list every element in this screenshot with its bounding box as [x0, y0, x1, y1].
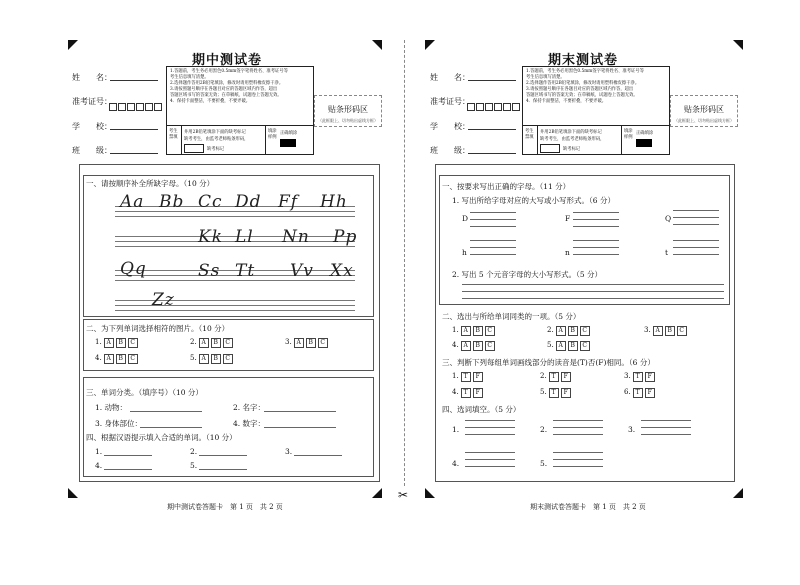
item-number: 2. — [190, 447, 198, 456]
option-a[interactable]: A — [104, 354, 114, 364]
page-title: 期末测试卷 — [548, 53, 619, 68]
option-f[interactable]: F — [645, 388, 655, 398]
notice-line: 2.选择题作答用2B铅笔填涂，修改时请用塑料橡皮擦干净。 — [170, 81, 284, 86]
answer-blank[interactable] — [470, 226, 516, 227]
school-field[interactable] — [468, 129, 516, 130]
q2-item-2[interactable] — [547, 326, 590, 336]
page-footer: 期中测试卷答题卡 第 1 页 共 2 页 — [167, 503, 283, 511]
option-a[interactable]: A — [199, 338, 209, 348]
letter-dd: Dd — [235, 192, 262, 212]
answer-blank[interactable] — [641, 434, 691, 435]
letter-vv: Vv — [290, 261, 314, 281]
option-f[interactable]: F — [473, 388, 483, 398]
answer-blank[interactable] — [470, 219, 516, 220]
filled-sample — [280, 139, 296, 147]
q2-item-2[interactable] — [190, 338, 233, 348]
option-b[interactable]: B — [211, 354, 221, 364]
section-2-heading: 二、为下列单词选择相符的图片。（10 分） — [86, 324, 230, 333]
answer-blank[interactable] — [104, 455, 152, 456]
answer-blank[interactable] — [573, 212, 619, 213]
strip-text: 缺考考生，由监考老师贴条形码， — [184, 137, 249, 142]
option-f[interactable]: F — [561, 388, 571, 398]
answer-blank[interactable] — [553, 466, 603, 467]
letter-ll: Ll — [235, 227, 254, 247]
answer-blank[interactable] — [199, 469, 247, 470]
item-number: 3. — [628, 425, 636, 434]
sample-label: 填涂样例 — [624, 129, 633, 140]
item-number: 5. — [540, 459, 548, 468]
school-field[interactable] — [110, 129, 158, 130]
given-letter: D — [462, 214, 469, 223]
q3-item-2[interactable] — [540, 372, 571, 382]
item-number: 3. — [285, 447, 293, 456]
corner-mark — [733, 488, 743, 498]
letter-pp: Pp — [333, 227, 358, 247]
letter-qq: Qq — [120, 259, 147, 279]
class-field[interactable] — [110, 153, 158, 154]
class-label: 班 级： — [430, 146, 470, 155]
option-t[interactable]: T — [461, 388, 471, 398]
answer-blank[interactable] — [553, 459, 603, 460]
answer-blank[interactable] — [573, 240, 619, 241]
name-label: 姓 名： — [430, 73, 470, 82]
class-field[interactable] — [468, 153, 516, 154]
q3-item-5[interactable] — [540, 388, 571, 398]
sub-question-2: 2. 写出 5 个元音字母的大小写形式。（5 分） — [452, 270, 602, 279]
answer-blank[interactable] — [465, 427, 515, 428]
section-1-heading: 一、按要求写出正确的字母。（11 分） — [442, 182, 571, 191]
q2-item-5[interactable] — [547, 341, 590, 351]
section-3-heading: 三、单词分类。（填序号）（10 分） — [86, 388, 203, 397]
letter-nn: Nn — [282, 227, 310, 247]
option-c[interactable]: C — [580, 341, 590, 351]
item-number: 1. — [452, 425, 460, 434]
corner-mark — [372, 488, 382, 498]
item-number: 6. — [624, 388, 631, 396]
notice-line: 考生信息填写清楚。 — [526, 75, 565, 80]
item-number: 5. — [540, 388, 547, 396]
corner-mark — [425, 40, 435, 50]
answer-blank[interactable] — [294, 455, 342, 456]
notice-line: 3.请按照题号顺序在各题目对应的答题区域内作答，超出 — [170, 87, 278, 92]
answer-blank[interactable] — [465, 434, 515, 435]
answer-line[interactable] — [462, 298, 724, 299]
q2-item-4[interactable] — [452, 341, 495, 351]
option-b[interactable]: B — [473, 326, 483, 336]
item-number: 4. — [95, 354, 102, 362]
class-label: 班 级： — [72, 146, 112, 155]
section-3-heading: 三、判断下列每组单词画线部分的读音是(T)否(F)相同。（6 分） — [442, 358, 655, 367]
category-body: 3. 身体部位： — [95, 419, 143, 428]
option-c[interactable]: C — [128, 338, 138, 348]
answer-blank[interactable] — [573, 247, 619, 248]
option-a[interactable]: A — [104, 338, 114, 348]
answer-blank[interactable] — [465, 466, 515, 467]
item-number: 3. — [624, 372, 631, 380]
category-numbers: 4. 数字： — [233, 419, 266, 428]
item-number: 5. — [190, 461, 198, 470]
cut-line — [404, 40, 405, 486]
item-number: 4. — [452, 341, 459, 349]
answer-blank[interactable] — [465, 420, 515, 421]
exam-no-label: 准考证号： — [72, 97, 112, 106]
corner-mark — [68, 40, 78, 50]
option-t[interactable]: T — [633, 388, 643, 398]
exam-no-label: 准考证号： — [430, 97, 470, 106]
answer-blank[interactable] — [641, 420, 691, 421]
notice-line: 4．保持卡面整洁，不要折叠，不要弄破。 — [170, 99, 251, 104]
page-title: 期中测试卷 — [192, 53, 263, 68]
notice-line: 4．保持卡面整洁，不要折叠，不要弄破。 — [526, 99, 607, 104]
item-number: 4. — [95, 461, 103, 470]
letter-xx: Xx — [330, 261, 354, 281]
option-f[interactable]: F — [473, 372, 483, 382]
letter-kk: Kk — [198, 227, 224, 247]
answer-blank[interactable] — [553, 452, 603, 453]
corner-mark — [425, 488, 435, 498]
absence-label: 缺考标记 — [207, 147, 225, 152]
option-b[interactable]: B — [306, 338, 316, 348]
option-c[interactable]: C — [580, 326, 590, 336]
notice-line: 3.请按照题号顺序在各题目对应的答题区域内作答，超出 — [526, 87, 634, 92]
scissors-icon: ✂ — [398, 488, 409, 502]
option-a[interactable]: A — [461, 326, 471, 336]
barcode-label: 贴条形码区 — [684, 105, 724, 114]
item-number: 5. — [190, 354, 197, 362]
category-names: 2. 名字： — [233, 403, 266, 412]
letter-zz: Zz — [152, 290, 175, 310]
exam-notice — [522, 66, 670, 126]
notice-line: 答题区域书写的答案无效；在草稿纸、试题卷上答题无效。 — [170, 93, 282, 98]
answer-blank[interactable] — [553, 427, 603, 428]
answer-blank[interactable] — [130, 411, 202, 412]
filled-sample — [636, 139, 652, 147]
answer-blank[interactable] — [573, 226, 619, 227]
option-b[interactable]: B — [665, 326, 675, 336]
given-letter: t — [665, 248, 669, 257]
answer-blank[interactable] — [573, 219, 619, 220]
item-number: 4. — [452, 459, 460, 468]
option-b[interactable]: B — [116, 338, 126, 348]
answer-blank[interactable] — [199, 455, 247, 456]
option-b[interactable]: B — [568, 326, 578, 336]
option-c[interactable]: C — [128, 354, 138, 364]
absence-label: 缺考标记 — [563, 147, 581, 152]
option-a[interactable]: A — [653, 326, 663, 336]
q2-item-3[interactable] — [285, 338, 328, 348]
barcode-note: （此框限上、切勿贴出虚线方框） — [674, 118, 734, 123]
notice-line: 2.选择题作答用2B铅笔填涂，修改时请用塑料橡皮擦干净。 — [526, 81, 640, 86]
q2-item-1[interactable] — [452, 326, 495, 336]
q3-item-4[interactable] — [452, 388, 483, 398]
notice-line: 1.答题前，考生务必用黑色0.5mm签字笔将姓名、准考证号等 — [526, 69, 644, 74]
answer-blank[interactable] — [573, 254, 619, 255]
option-c[interactable]: C — [485, 326, 495, 336]
answer-blank[interactable] — [553, 420, 603, 421]
answer-line[interactable] — [462, 291, 724, 292]
given-letter: h — [462, 248, 467, 257]
q2-item-3[interactable] — [644, 326, 687, 336]
answer-blank[interactable] — [673, 254, 719, 255]
option-a[interactable]: A — [199, 354, 209, 364]
item-number: 2. — [540, 372, 547, 380]
letter-ss: Ss — [198, 261, 221, 281]
answer-blank[interactable] — [673, 224, 719, 225]
answer-blank[interactable] — [470, 247, 516, 248]
answer-blank[interactable] — [553, 434, 603, 435]
option-b[interactable]: B — [473, 341, 483, 351]
letter-ff: Ff — [278, 192, 299, 212]
answer-line[interactable] — [462, 284, 724, 285]
answer-blank[interactable] — [465, 459, 515, 460]
sample-label: 填涂样例 — [268, 129, 277, 140]
q3-item-6[interactable] — [624, 388, 655, 398]
item-number: 1. — [452, 372, 459, 380]
given-letter: Q — [665, 214, 672, 223]
sub-question-1: 1. 写出所给字母对应的大写或小写形式。（6 分） — [452, 196, 615, 205]
letter-cc: Cc — [198, 192, 223, 212]
side-label: 考生禁填 — [525, 129, 534, 140]
item-number: 1. — [452, 326, 459, 334]
section-1-heading: 一、请按顺序补全所缺字母。（10 分） — [86, 179, 215, 188]
barcode-area — [670, 95, 738, 127]
option-c[interactable]: C — [223, 338, 233, 348]
item-number: 3. — [644, 326, 651, 334]
option-f[interactable]: F — [561, 372, 571, 382]
letter-tt: Tt — [235, 261, 256, 281]
notice-line: 考生信息填写清楚。 — [170, 75, 209, 80]
name-field[interactable] — [110, 80, 158, 81]
q2-item-5[interactable] — [190, 354, 233, 364]
option-b[interactable]: B — [211, 338, 221, 348]
answer-blank[interactable] — [104, 469, 152, 470]
letter-bb: Bb — [159, 192, 185, 212]
option-t[interactable]: T — [549, 372, 559, 382]
section-2-heading: 二、选出与所给单词同类的一项。（5 分） — [442, 312, 581, 321]
option-t[interactable]: T — [549, 388, 559, 398]
item-number: 3. — [285, 338, 292, 346]
strip-text: 缺考考生，由监考老师贴条形码， — [540, 137, 605, 142]
option-a[interactable]: A — [461, 341, 471, 351]
q2-item-1[interactable] — [95, 338, 138, 348]
given-letter: n — [565, 248, 570, 257]
option-c[interactable]: C — [677, 326, 687, 336]
item-number: 2. — [547, 326, 554, 334]
option-c[interactable]: C — [223, 354, 233, 364]
item-number: 1. — [95, 338, 102, 346]
option-t[interactable]: T — [633, 372, 643, 382]
exam-no-boxes[interactable] — [467, 96, 521, 115]
corner-mark — [372, 40, 382, 50]
side-label: 考生禁填 — [169, 129, 178, 140]
corner-mark — [733, 40, 743, 50]
fill-label: 正确填涂 — [636, 131, 654, 136]
answer-blank[interactable] — [264, 427, 336, 428]
q3-item-3[interactable] — [624, 372, 655, 382]
section-4-heading: 四、选词填空。（5 分） — [442, 405, 521, 414]
school-label: 学 校： — [72, 122, 112, 131]
notice-line: 1.答题前，考生务必用黑色0.5mm签字笔将姓名、准考证号等 — [170, 69, 288, 74]
item-number: 4. — [452, 388, 459, 396]
notice-line: 答题区域书写的答案无效；在草稿纸、试题卷上答题无效。 — [526, 93, 638, 98]
answer-blank[interactable] — [470, 240, 516, 241]
barcode-area — [314, 95, 382, 127]
answer-blank[interactable] — [673, 217, 719, 218]
absence-checkbox[interactable] — [540, 144, 560, 153]
absence-strip — [522, 126, 670, 155]
barcode-label: 贴条形码区 — [328, 105, 368, 114]
option-b[interactable]: B — [116, 354, 126, 364]
answer-blank[interactable] — [641, 427, 691, 428]
answer-blank[interactable] — [470, 254, 516, 255]
option-c[interactable]: C — [485, 341, 495, 351]
letter-aa: Aa — [120, 192, 145, 212]
corner-mark — [68, 488, 78, 498]
answer-blank[interactable] — [673, 247, 719, 248]
given-letter: F — [565, 214, 571, 223]
option-b[interactable]: B — [568, 341, 578, 351]
answer-blank[interactable] — [465, 452, 515, 453]
option-f[interactable]: F — [645, 372, 655, 382]
answer-blank[interactable] — [264, 411, 336, 412]
page-footer: 期末测试卷答题卡 第 1 页 共 2 页 — [530, 503, 646, 511]
q2-item-4[interactable] — [95, 354, 138, 364]
fill-label: 正确填涂 — [280, 131, 298, 136]
exam-no-boxes[interactable] — [109, 96, 163, 115]
section-4-heading: 四、根据汉语提示填入合适的单词。（10 分） — [86, 433, 237, 442]
exam-notice — [166, 66, 314, 126]
item-number: 5. — [547, 341, 554, 349]
option-a[interactable]: A — [556, 326, 566, 336]
option-a[interactable]: A — [556, 341, 566, 351]
barcode-note: （此框限上、切勿贴出虚线方框） — [318, 118, 378, 123]
answer-blank[interactable] — [673, 210, 719, 211]
answer-blank[interactable] — [470, 212, 516, 213]
option-a[interactable]: A — [294, 338, 304, 348]
option-c[interactable]: C — [318, 338, 328, 348]
answer-blank[interactable] — [140, 427, 202, 428]
option-t[interactable]: T — [461, 372, 471, 382]
name-field[interactable] — [468, 80, 516, 81]
absence-checkbox[interactable] — [184, 144, 204, 153]
q3-item-1[interactable] — [452, 372, 483, 382]
strip-text: 井用2B铅笔填涂下面的缺考标记 — [184, 130, 246, 135]
strip-text: 井用2B铅笔填涂下面的缺考标记 — [540, 130, 602, 135]
answer-blank[interactable] — [673, 240, 719, 241]
letter-hh: Hh — [320, 192, 348, 212]
item-number: 2. — [540, 425, 548, 434]
category-animals: 1. 动物： — [95, 403, 128, 412]
absence-strip — [166, 126, 314, 155]
school-label: 学 校： — [430, 122, 470, 131]
name-label: 姓 名： — [72, 73, 112, 82]
item-number: 1. — [95, 447, 103, 456]
item-number: 2. — [190, 338, 197, 346]
